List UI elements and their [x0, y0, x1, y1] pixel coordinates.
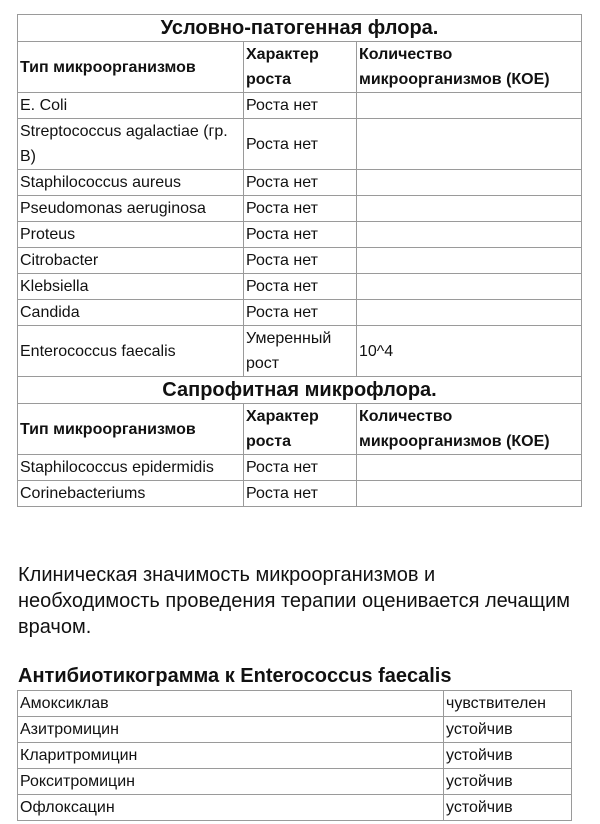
organism-cell: Staphilococcus epidermidis — [18, 455, 244, 481]
column-header-growth: Характер роста — [244, 42, 357, 93]
organism-cell: E. Coli — [18, 93, 244, 119]
table-row — [18, 717, 572, 743]
column-header-count: Количество микроорганизмов (КОЕ) — [357, 42, 582, 93]
growth-cell: Умеренный рост — [244, 326, 357, 377]
table-row — [18, 222, 582, 248]
growth-cell: Роста нет — [244, 196, 357, 222]
count-cell — [357, 300, 582, 326]
growth-cell: Роста нет — [244, 170, 357, 196]
organism-cell: Citrobacter — [18, 248, 244, 274]
organism-cell: Streptococcus agalactiae (гр. В) — [18, 119, 244, 170]
count-cell — [357, 248, 582, 274]
column-header-growth: Характер роста — [244, 404, 357, 455]
column-header-organism: Тип микроорганизмов — [18, 42, 244, 93]
table-row — [18, 300, 582, 326]
count-cell — [357, 170, 582, 196]
count-cell — [357, 222, 582, 248]
column-header-count: Количество микроорганизмов (КОЕ) — [357, 404, 582, 455]
drug-cell: Офлоксацин — [18, 795, 444, 821]
result-cell: устойчив — [444, 717, 572, 743]
organism-cell: Staphilococcus aureus — [18, 170, 244, 196]
growth-cell: Роста нет — [244, 119, 357, 170]
table-row — [18, 274, 582, 300]
growth-cell: Роста нет — [244, 300, 357, 326]
result-cell: устойчив — [444, 743, 572, 769]
organism-cell: Candida — [18, 300, 244, 326]
organism-cell: Enterococcus faecalis — [18, 326, 244, 377]
count-cell — [357, 481, 582, 507]
table-row — [18, 691, 572, 717]
table-row — [18, 326, 582, 377]
flora-table — [17, 14, 582, 507]
section-title-opportunistic: Условно-патогенная флора. — [18, 15, 582, 42]
table-row — [18, 743, 572, 769]
result-cell: чувствителен — [444, 691, 572, 717]
growth-cell: Роста нет — [244, 481, 357, 507]
count-cell — [357, 93, 582, 119]
organism-cell: Klebsiella — [18, 274, 244, 300]
antibiogram-table — [17, 690, 572, 821]
table-row — [18, 93, 582, 119]
count-cell — [357, 196, 582, 222]
table-row — [18, 769, 572, 795]
count-cell — [357, 455, 582, 481]
section-title-saprophytic: Сапрофитная микрофлора. — [18, 377, 582, 404]
table-row — [18, 481, 582, 507]
result-cell: устойчив — [444, 795, 572, 821]
growth-cell: Роста нет — [244, 455, 357, 481]
drug-cell: Амоксиклав — [18, 691, 444, 717]
organism-cell: Proteus — [18, 222, 244, 248]
drug-cell: Азитромицин — [18, 717, 444, 743]
clinical-note: Клиническая значимость микроорганизмов и необходимость проведения терапии оценивается лечащим врачом. — [18, 564, 571, 638]
table-row — [18, 248, 582, 274]
drug-cell: Кларитромицин — [18, 743, 444, 769]
table-row — [18, 196, 582, 222]
count-cell — [357, 274, 582, 300]
growth-cell: Роста нет — [244, 248, 357, 274]
table-row — [18, 455, 582, 481]
organism-cell: Corinebacteriums — [18, 481, 244, 507]
antibiogram-title: Антибиотикограмма к Enterococcus faecalis — [18, 665, 452, 687]
count-cell: 10^4 — [357, 326, 582, 377]
organism-cell: Pseudomonas aeruginosa — [18, 196, 244, 222]
growth-cell: Роста нет — [244, 274, 357, 300]
column-header-organism: Тип микроорганизмов — [18, 404, 244, 455]
count-cell — [357, 119, 582, 170]
table-row — [18, 119, 582, 170]
growth-cell: Роста нет — [244, 222, 357, 248]
result-cell: устойчив — [444, 769, 572, 795]
table-row — [18, 170, 582, 196]
table-row — [18, 795, 572, 821]
drug-cell: Рокситромицин — [18, 769, 444, 795]
growth-cell: Роста нет — [244, 93, 357, 119]
